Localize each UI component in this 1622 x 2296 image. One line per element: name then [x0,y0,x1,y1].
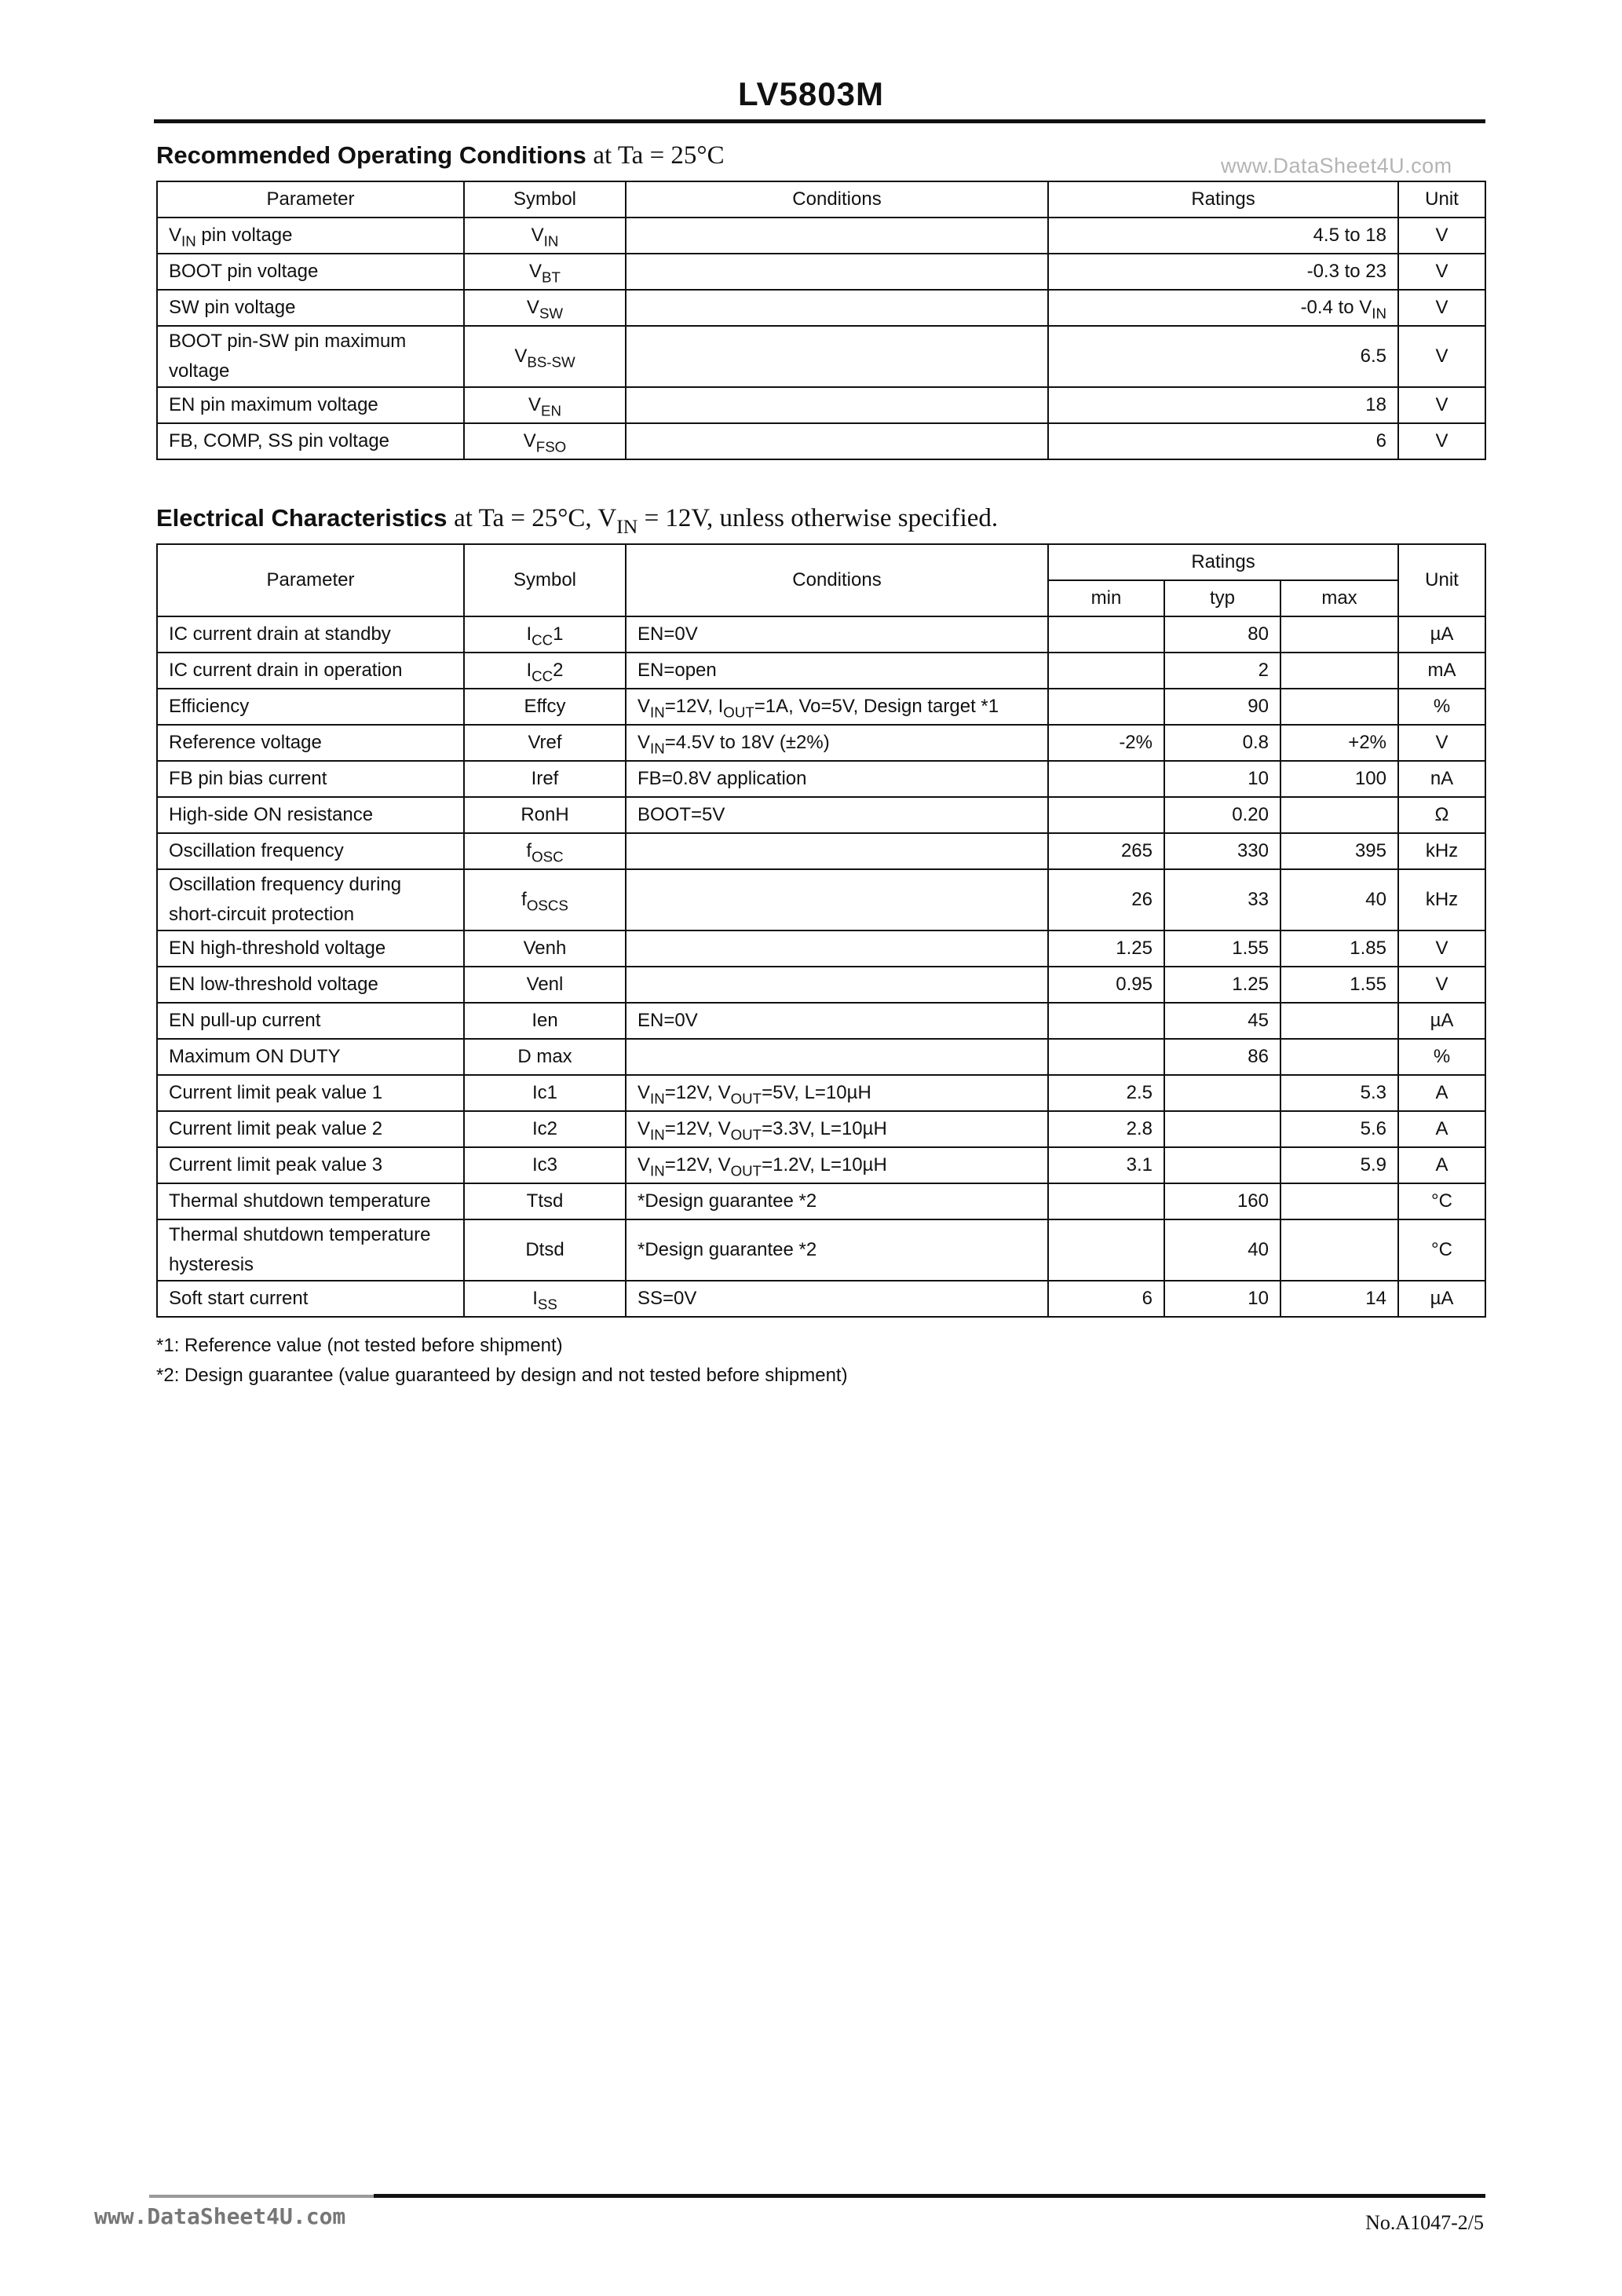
roc-symbol [464,423,626,459]
param-text: EN pin maximum voltage [169,394,378,415]
ec-conditions [626,1003,1048,1039]
condition-subscript: OUT [730,1126,762,1143]
ec-min [1048,1039,1164,1075]
ec-header-ratings: Ratings [1048,544,1398,580]
ec-min [1048,653,1164,689]
ec-param: Thermal shutdown temperature hysteresis [157,1219,464,1281]
ec-conditions [626,653,1048,689]
condition-text: V [637,1154,651,1175]
symbol-text: Iref [531,768,559,789]
roc-row [157,387,1485,423]
symbol-subscript: FSO [535,438,567,455]
ec-typ: 1.25 [1164,967,1280,1003]
condition-text: =12V, I [664,696,724,717]
ec-param: Current limit peak value 3 [157,1147,464,1183]
ec-unit: nA [1398,761,1485,797]
roc-unit: V [1398,326,1485,387]
condition-text: V [637,696,651,717]
ec-symbol [464,1111,626,1147]
footnote-1: *1: Reference value (not tested before shipment) [156,1335,563,1356]
ec-symbol [464,761,626,797]
ec-typ [1164,1147,1280,1183]
ec-header-parameter: Parameter [157,544,464,616]
ec-table [156,543,1486,1318]
symbol-text: f [526,840,532,861]
symbol-subscript: CC [532,631,553,649]
ec-unit: °C [1398,1219,1485,1281]
condition-subscript: OUT [730,1162,762,1179]
roc-unit: V [1398,423,1485,459]
ec-conditions [626,1075,1048,1111]
roc-unit: V [1398,254,1485,290]
ec-heading-condition: at Ta = 25°C, $V_{IN} = 12V$, unless otherwise specified. [454,504,999,538]
symbol-subscript: CC [532,667,553,685]
ec-typ: 1.55 [1164,930,1280,967]
roc-rating [1048,423,1398,459]
roc-symbol [464,326,626,387]
ec-min: 265 [1048,833,1164,869]
ec-symbol [464,725,626,761]
ec-typ [1164,1075,1280,1111]
symbol-subscript: BT [542,269,561,286]
ec-typ: 40 [1164,1219,1280,1281]
roc-header-symbol: Symbol [464,181,626,218]
ec-param: Current limit peak value 2 [157,1111,464,1147]
ec-conditions [626,797,1048,833]
ec-typ: 2 [1164,653,1280,689]
condition-text: =4.5V to 18V (±2%) [664,732,830,753]
ec-param: EN pull-up current [157,1003,464,1039]
condition-text: *Design guarantee *2 [637,1190,817,1212]
condition-text: EN=0V [637,623,698,645]
ec-header-symbol: Symbol [464,544,626,616]
footnote-2: *2: Design guarantee (value guaranteed by design and not tested before shipment) [156,1365,848,1386]
ec-typ: 0.8 [1164,725,1280,761]
condition-text: BOOT=5V [637,804,725,825]
roc-header-parameter: Parameter [157,181,464,218]
ec-conditions [626,833,1048,869]
ec-max [1280,797,1398,833]
ec-typ: 10 [1164,761,1280,797]
roc-conditions [626,290,1048,326]
ec-param: Efficiency [157,689,464,725]
condition-text: EN=open [637,660,717,681]
ec-param: Current limit peak value 1 [157,1075,464,1111]
symbol-text: Ien [532,1010,558,1031]
roc-row [157,254,1485,290]
ec-min: 2.5 [1048,1075,1164,1111]
condition-text: =5V, L=10µH [762,1082,871,1103]
ec-param: Maximum ON DUTY [157,1039,464,1075]
roc-conditions [626,326,1048,387]
ec-param: Oscillation frequency [157,833,464,869]
ec-unit: µA [1398,1003,1485,1039]
ec-unit: kHz [1398,869,1485,930]
symbol-text: V [531,225,544,246]
ec-max [1280,1219,1398,1281]
ec-min [1048,616,1164,653]
ec-symbol [464,1147,626,1183]
ec-min [1048,761,1164,797]
symbol-text: Ttsd [526,1190,564,1212]
ec-symbol [464,930,626,967]
roc-section-heading [156,141,725,170]
condition-text: *Design guarantee *2 [637,1239,817,1260]
symbol-subscript: OSCS [526,897,568,914]
ec-max [1280,1003,1398,1039]
ec-typ: 10 [1164,1281,1280,1317]
ec-min [1048,1183,1164,1219]
ec-param: EN high-threshold voltage [157,930,464,967]
ec-row [157,725,1485,761]
rating-subscript: IN [1372,305,1386,322]
rating-text: 6.5 [1360,345,1386,367]
ec-symbol [464,1219,626,1281]
ec-table-body [157,616,1485,1317]
roc-row [157,290,1485,326]
ec-min [1048,689,1164,725]
condition-text: =12V, V [664,1118,731,1139]
ec-symbol [464,1281,626,1317]
roc-symbol [464,254,626,290]
ec-unit: % [1398,1039,1485,1075]
ec-row [157,797,1485,833]
roc-param [157,326,464,387]
ec-max [1280,689,1398,725]
ec-unit: Ω [1398,797,1485,833]
ec-symbol [464,1039,626,1075]
condition-text: =1.2V, L=10µH [762,1154,887,1175]
symbol-text: I [532,1288,538,1309]
ec-conditions [626,967,1048,1003]
symbol-text: I [526,660,532,681]
ec-conditions [626,1111,1048,1147]
ec-unit: % [1398,689,1485,725]
ec-conditions [626,869,1048,930]
symbol-text: V [526,297,539,318]
roc-table [156,181,1486,460]
ec-symbol [464,833,626,869]
condition-text: =12V, V [664,1154,731,1175]
ec-row [157,689,1485,725]
ec-header-row [157,544,1485,580]
roc-unit: V [1398,387,1485,423]
symbol-text: Effcy [524,696,566,717]
ec-max [1280,653,1398,689]
roc-rating [1048,326,1398,387]
roc-conditions [626,423,1048,459]
ec-symbol [464,616,626,653]
roc-header-conditions: Conditions [626,181,1048,218]
ec-row [157,1183,1485,1219]
symbol-text: V [529,261,542,282]
condition-text: V [637,1082,651,1103]
condition-subscript: IN [650,1162,665,1179]
ec-typ: 33 [1164,869,1280,930]
ec-row [157,967,1485,1003]
ec-max [1280,1183,1398,1219]
ec-row [157,1111,1485,1147]
ec-param: EN low-threshold voltage [157,967,464,1003]
roc-conditions [626,254,1048,290]
symbol-text: Vref [528,732,562,753]
roc-row [157,326,1485,387]
ec-typ: 86 [1164,1039,1280,1075]
ec-row [157,616,1485,653]
roc-symbol [464,387,626,423]
condition-text: =1A, Vo=5V, Design target *1 [754,696,999,717]
symbol-text: Venh [523,938,567,959]
ec-param: FB pin bias current [157,761,464,797]
ec-unit: A [1398,1111,1485,1147]
roc-symbol [464,290,626,326]
ec-row [157,653,1485,689]
symbol-text: D max [517,1046,572,1067]
symbol-text: f [521,889,527,910]
ec-min: 1.25 [1048,930,1164,967]
ec-row [157,1039,1485,1075]
roc-conditions [626,387,1048,423]
ec-unit: mA [1398,653,1485,689]
ec-symbol [464,1183,626,1219]
ec-row [157,1003,1485,1039]
symbol-suffix: 2 [553,660,564,681]
symbol-subscript: EN [541,402,561,419]
symbol-text: V [523,430,536,452]
ec-conditions [626,1039,1048,1075]
ec-header-max: max [1280,580,1398,616]
ec-unit: A [1398,1075,1485,1111]
symbol-subscript: OSC [532,848,564,865]
ec-unit: °C [1398,1183,1485,1219]
ec-max: +2% [1280,725,1398,761]
ec-unit: µA [1398,1281,1485,1317]
page-number: No.A1047-2/5 [1365,2211,1484,2234]
ec-min: 0.95 [1048,967,1164,1003]
ec-max: 1.55 [1280,967,1398,1003]
ec-min: 6 [1048,1281,1164,1317]
ec-min: -2% [1048,725,1164,761]
ec-unit: kHz [1398,833,1485,869]
ec-row [157,1147,1485,1183]
ec-min: 3.1 [1048,1147,1164,1183]
ec-conditions [626,1147,1048,1183]
rating-text: -0.4 to V [1300,297,1372,318]
ec-row [157,869,1485,930]
param-text: SW pin voltage [169,297,296,318]
param-text: FB, COMP, SS pin voltage [169,430,390,452]
ec-max: 5.3 [1280,1075,1398,1111]
symbol-subscript: SW [539,305,564,322]
ec-row [157,1075,1485,1111]
symbol-subscript: BS-SW [527,353,575,371]
roc-header-ratings: Ratings [1048,181,1398,218]
ec-symbol [464,967,626,1003]
roc-header-row [157,181,1485,218]
roc-param [157,290,464,326]
ec-max [1280,1039,1398,1075]
ec-header-conditions: Conditions [626,544,1048,616]
ec-conditions [626,761,1048,797]
ec-param: Thermal shutdown temperature [157,1183,464,1219]
symbol-text: RonH [521,804,569,825]
ec-conditions [626,725,1048,761]
ec-param: IC current drain in operation [157,653,464,689]
condition-subscript: IN [650,704,665,721]
roc-row [157,423,1485,459]
ec-max: 5.6 [1280,1111,1398,1147]
ec-typ: 80 [1164,616,1280,653]
condition-text: EN=0V [637,1010,698,1031]
ec-unit: V [1398,930,1485,967]
roc-rating [1048,254,1398,290]
ec-symbol [464,869,626,930]
footnotes [156,1331,848,1391]
param-text: V [169,225,182,246]
ec-symbol [464,1003,626,1039]
ec-symbol [464,689,626,725]
ec-typ: 45 [1164,1003,1280,1039]
ec-min: 2.8 [1048,1111,1164,1147]
ec-max: 40 [1280,869,1398,930]
ec-param: High-side ON resistance [157,797,464,833]
ec-min [1048,1219,1164,1281]
ec-typ: 160 [1164,1183,1280,1219]
ec-conditions [626,1183,1048,1219]
ec-unit: V [1398,967,1485,1003]
condition-text: FB=0.8V application [637,768,807,789]
condition-subscript: OUT [723,704,754,721]
ec-typ: 90 [1164,689,1280,725]
ec-conditions [626,1219,1048,1281]
ec-row [157,833,1485,869]
roc-symbol [464,218,626,254]
ec-max [1280,616,1398,653]
ec-unit: A [1398,1147,1485,1183]
symbol-text: Ic3 [532,1154,557,1175]
condition-text: V [637,1118,651,1139]
symbol-subscript: SS [537,1296,557,1313]
ec-symbol [464,1075,626,1111]
ec-conditions [626,930,1048,967]
ec-unit: µA [1398,616,1485,653]
ec-max: 395 [1280,833,1398,869]
watermark-top: www.DataSheet4U.com [1221,154,1452,177]
document-title: LV5803M [738,75,884,112]
ec-row [157,930,1485,967]
ec-unit: V [1398,725,1485,761]
ec-typ: 0.20 [1164,797,1280,833]
symbol-text: Ic2 [532,1118,557,1139]
ec-row [157,1219,1485,1281]
ec-header-typ: typ [1164,580,1280,616]
ec-heading: Electrical Characteristics [156,504,448,532]
param-text: BOOT pin-SW pin maximum voltage [169,331,407,382]
param-subscript: IN [181,232,196,250]
param-text: BOOT pin voltage [169,261,319,282]
condition-text: =12V, V [664,1082,731,1103]
roc-param [157,423,464,459]
ec-symbol [464,653,626,689]
condition-subscript: OUT [730,1090,762,1107]
roc-param [157,254,464,290]
symbol-suffix: 1 [553,623,564,645]
condition-subscript: IN [650,1126,665,1143]
condition-subscript: IN [650,1090,665,1107]
symbol-text: V [528,394,542,415]
roc-table-body [157,218,1485,459]
ec-param: Oscillation frequency during short-circuit protection [157,869,464,930]
roc-heading-condition: at Ta = 25°C [593,141,725,170]
title-rule [154,119,1485,123]
ec-row [157,761,1485,797]
symbol-text: Venl [526,974,564,995]
roc-rating [1048,387,1398,423]
roc-header-unit: Unit [1398,181,1485,218]
condition-subscript: IN [650,740,665,757]
ec-symbol [464,797,626,833]
ec-header-unit: Unit [1398,544,1485,616]
roc-unit: V [1398,218,1485,254]
ec-conditions [626,1281,1048,1317]
roc-rating [1048,218,1398,254]
roc-conditions [626,218,1048,254]
roc-heading: Recommended Operating Conditions [156,141,586,169]
ec-min [1048,797,1164,833]
ec-conditions [626,689,1048,725]
ec-param: Soft start current [157,1281,464,1317]
footer-rule-accent [149,2195,374,2198]
ec-row [157,1281,1485,1317]
symbol-text: Ic1 [532,1082,557,1103]
ec-param: IC current drain at standby [157,616,464,653]
roc-param [157,387,464,423]
symbol-text: V [514,345,528,367]
ec-max: 1.85 [1280,930,1398,967]
ec-typ: 330 [1164,833,1280,869]
ec-header-min: min [1048,580,1164,616]
condition-text: V [637,732,651,753]
condition-text: SS=0V [637,1288,697,1309]
footer-rule [374,2194,1485,2198]
roc-unit: V [1398,290,1485,326]
rating-text: 6 [1375,430,1386,452]
ec-conditions [626,616,1048,653]
rating-text: 18 [1365,394,1386,415]
ec-max: 100 [1280,761,1398,797]
watermark-bottom: www.DataSheet4U.com [94,2203,346,2229]
symbol-subscript: IN [543,232,559,250]
ec-max: 14 [1280,1281,1398,1317]
roc-rating [1048,290,1398,326]
ec-max: 5.9 [1280,1147,1398,1183]
symbol-text: Dtsd [525,1239,564,1260]
rating-text: -0.3 to 23 [1306,261,1386,282]
roc-row [157,218,1485,254]
ec-typ [1164,1111,1280,1147]
symbol-text: I [526,623,532,645]
ec-min: 26 [1048,869,1164,930]
rating-text: 4.5 to 18 [1313,225,1386,246]
roc-param [157,218,464,254]
param-text-suffix: pin voltage [195,225,293,246]
ec-section-heading [156,504,999,538]
ec-min [1048,1003,1164,1039]
ec-param: Reference voltage [157,725,464,761]
condition-text: =3.3V, L=10µH [762,1118,887,1139]
